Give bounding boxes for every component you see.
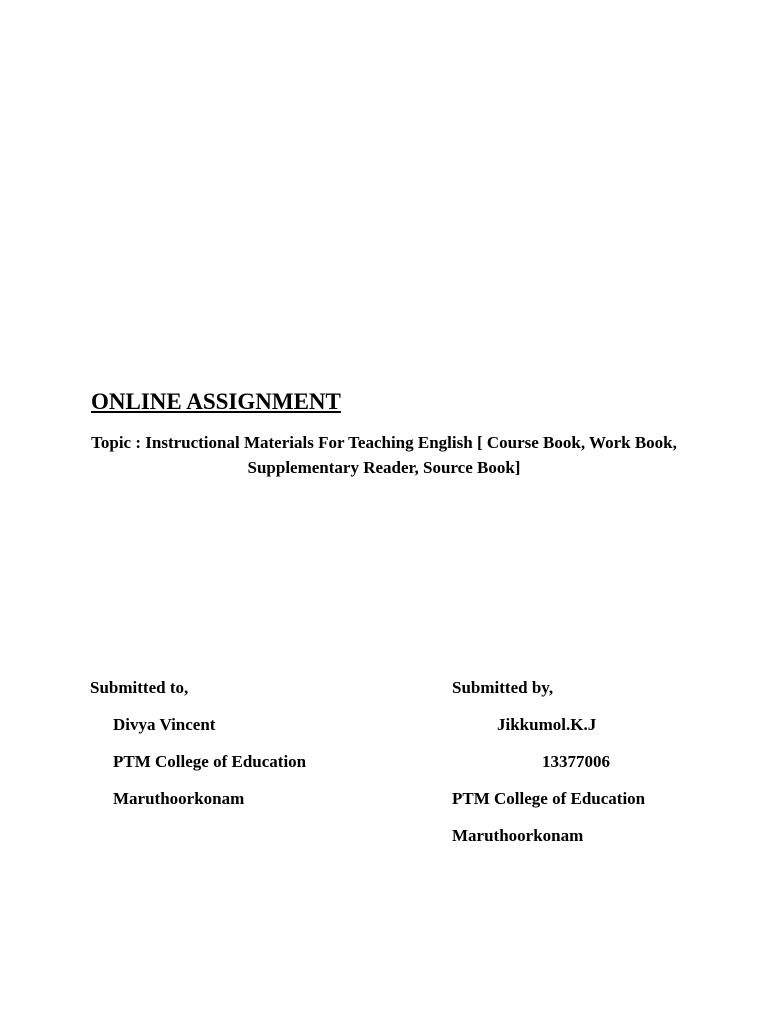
submitted-by-college: PTM College of Education xyxy=(452,789,646,808)
submitted-to-name: Divya Vincent xyxy=(113,715,216,734)
document-title: ONLINE ASSIGNMENT xyxy=(91,389,341,414)
submitted-by-name: Jikkumol.K.J xyxy=(497,715,597,734)
submitted-to-college: PTM College of Education xyxy=(113,752,307,771)
submitted-by-id: 13377006 xyxy=(542,752,610,771)
submitted-to-place: Maruthoorkonam xyxy=(113,789,245,808)
submitted-by-place: Maruthoorkonam xyxy=(452,826,584,845)
submitted-to-heading: Submitted to, xyxy=(90,678,189,697)
submitted-by-heading: Submitted by, xyxy=(452,678,554,697)
topic-text: Topic : Instructional Materials For Teaching English [ Course Book, Work Book, Supplementary Reader, Source Book] xyxy=(91,433,677,477)
